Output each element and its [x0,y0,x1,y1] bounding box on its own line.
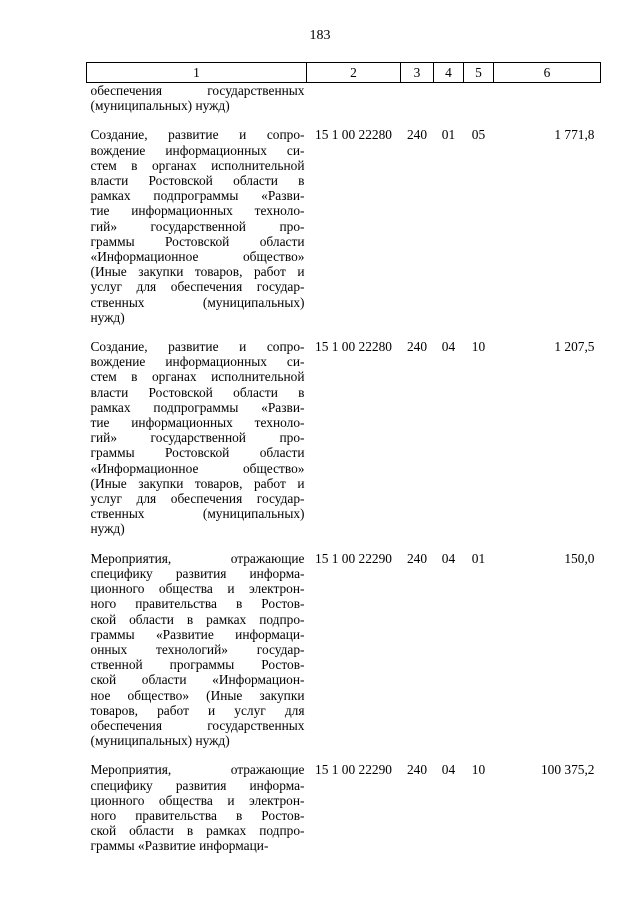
description-line: нужд) [90,309,125,325]
description-line: нужд) [90,521,125,537]
description-line: ственной программы Ростов- [90,657,305,673]
section-code: 04 [441,550,456,566]
description-line: ное общество» (Иные закупки [90,687,305,703]
description-line: стем в органах исполнительной [90,157,305,173]
description-line: ционного общества и электрон- [90,581,305,597]
description-line: Мероприятия, отражающие [90,550,305,566]
description-line: Создание, развитие и сопро- [90,127,305,143]
description-line: гий» государственной про- [90,218,305,234]
header-col-4: 4 [434,63,464,83]
table-row-continuation [87,83,601,128]
description-line: ционного общества и электрон- [90,792,305,808]
amount: 1 207,5 [554,339,595,355]
description-line: специфику развития информа- [90,565,305,581]
table-row [87,127,601,339]
section-code: 01 [441,127,456,143]
section-code: 04 [441,339,456,355]
description-line: (Иные закупки товаров, работ и [90,475,305,491]
row-description [87,551,307,763]
subsection-code: 10 [471,339,486,355]
description-line: ного правительства в Ростов- [90,807,305,823]
description-line: власти Ростовской области в [90,173,305,189]
description-line: Создание, развитие и сопро- [90,339,305,355]
description-line: граммы Ростовской области [90,445,305,461]
amount: 1 771,8 [554,127,595,143]
subsection-code: 05 [471,127,486,143]
description-line: услуг для обеспечения государ- [90,491,305,507]
description-line: гий» государственной про- [90,430,305,446]
description-line: рамках подпрограммы «Разви- [90,399,305,415]
description-line: услуг для обеспечения государ- [90,279,305,295]
header-col-1: 1 [87,63,307,83]
description-line: вождение информационных си- [90,354,305,370]
description-line: ской области в рамках подпро- [90,823,305,839]
description-line: ного правительства в Ростов- [90,596,305,612]
description-line: граммы Ростовской области [90,233,305,249]
description-line: обеспечения государственных [90,717,305,733]
budget-table [86,62,601,868]
table-header-row [87,63,601,83]
description-line: ской области «Информацион- [90,672,305,688]
description-line: (Иные закупки товаров, работ и [90,264,305,280]
row-description [87,762,307,867]
table-row [87,762,601,867]
table-row [87,339,601,551]
subsection-code: 01 [471,550,486,566]
description-line: «Информационное общество» [90,249,305,265]
header-col-2: 2 [307,63,401,83]
description-line: (муниципальных) нужд) [90,733,230,749]
table-body [87,83,601,868]
row-description [87,127,307,339]
row-description [87,83,307,128]
description-line: обеспечения государственных [90,83,305,98]
target-article-code: 15 1 00 22290 [315,762,392,778]
description-line: ственных (муниципальных) [90,506,305,522]
description-line: тие информационных техноло- [90,415,305,431]
expense-type-code: 240 [406,339,428,355]
description-line: вождение информационных си- [90,142,305,158]
subsection-code: 10 [471,762,486,778]
description-line: ственных (муниципальных) [90,294,305,310]
row-description [87,339,307,551]
target-article-code: 15 1 00 22280 [315,127,392,143]
description-line: рамках подпрограммы «Разви- [90,188,305,204]
description-line: товаров, работ и услуг для [90,702,305,718]
amount: 150,0 [564,550,595,566]
description-line: граммы «Развитие информаци- [90,626,305,642]
header-col-5: 5 [464,63,494,83]
description-line: (муниципальных) нужд) [90,98,230,114]
target-article-code: 15 1 00 22280 [315,339,392,355]
description-line: онных технологий» государ- [90,641,305,657]
description-line: власти Ростовской области в [90,384,305,400]
description-line: «Информационное общество» [90,460,305,476]
description-line: стем в органах исполнительной [90,369,305,385]
section-code: 04 [441,762,456,778]
target-article-code: 15 1 00 22290 [315,550,392,566]
table-row [87,551,601,763]
description-line: Мероприятия, отражающие [90,762,305,778]
amount: 100 375,2 [540,762,595,778]
header-col-6: 6 [494,63,601,83]
expense-type-code: 240 [406,127,428,143]
expense-type-code: 240 [406,762,428,778]
description-line: граммы «Развитие информаци- [90,838,269,854]
page-number: 183 [309,28,331,43]
expense-type-code: 240 [406,550,428,566]
description-line: ской области в рамках подпро- [90,611,305,627]
description-line: тие информационных техноло- [90,203,305,219]
description-line: специфику развития информа- [90,777,305,793]
header-col-3: 3 [401,63,434,83]
